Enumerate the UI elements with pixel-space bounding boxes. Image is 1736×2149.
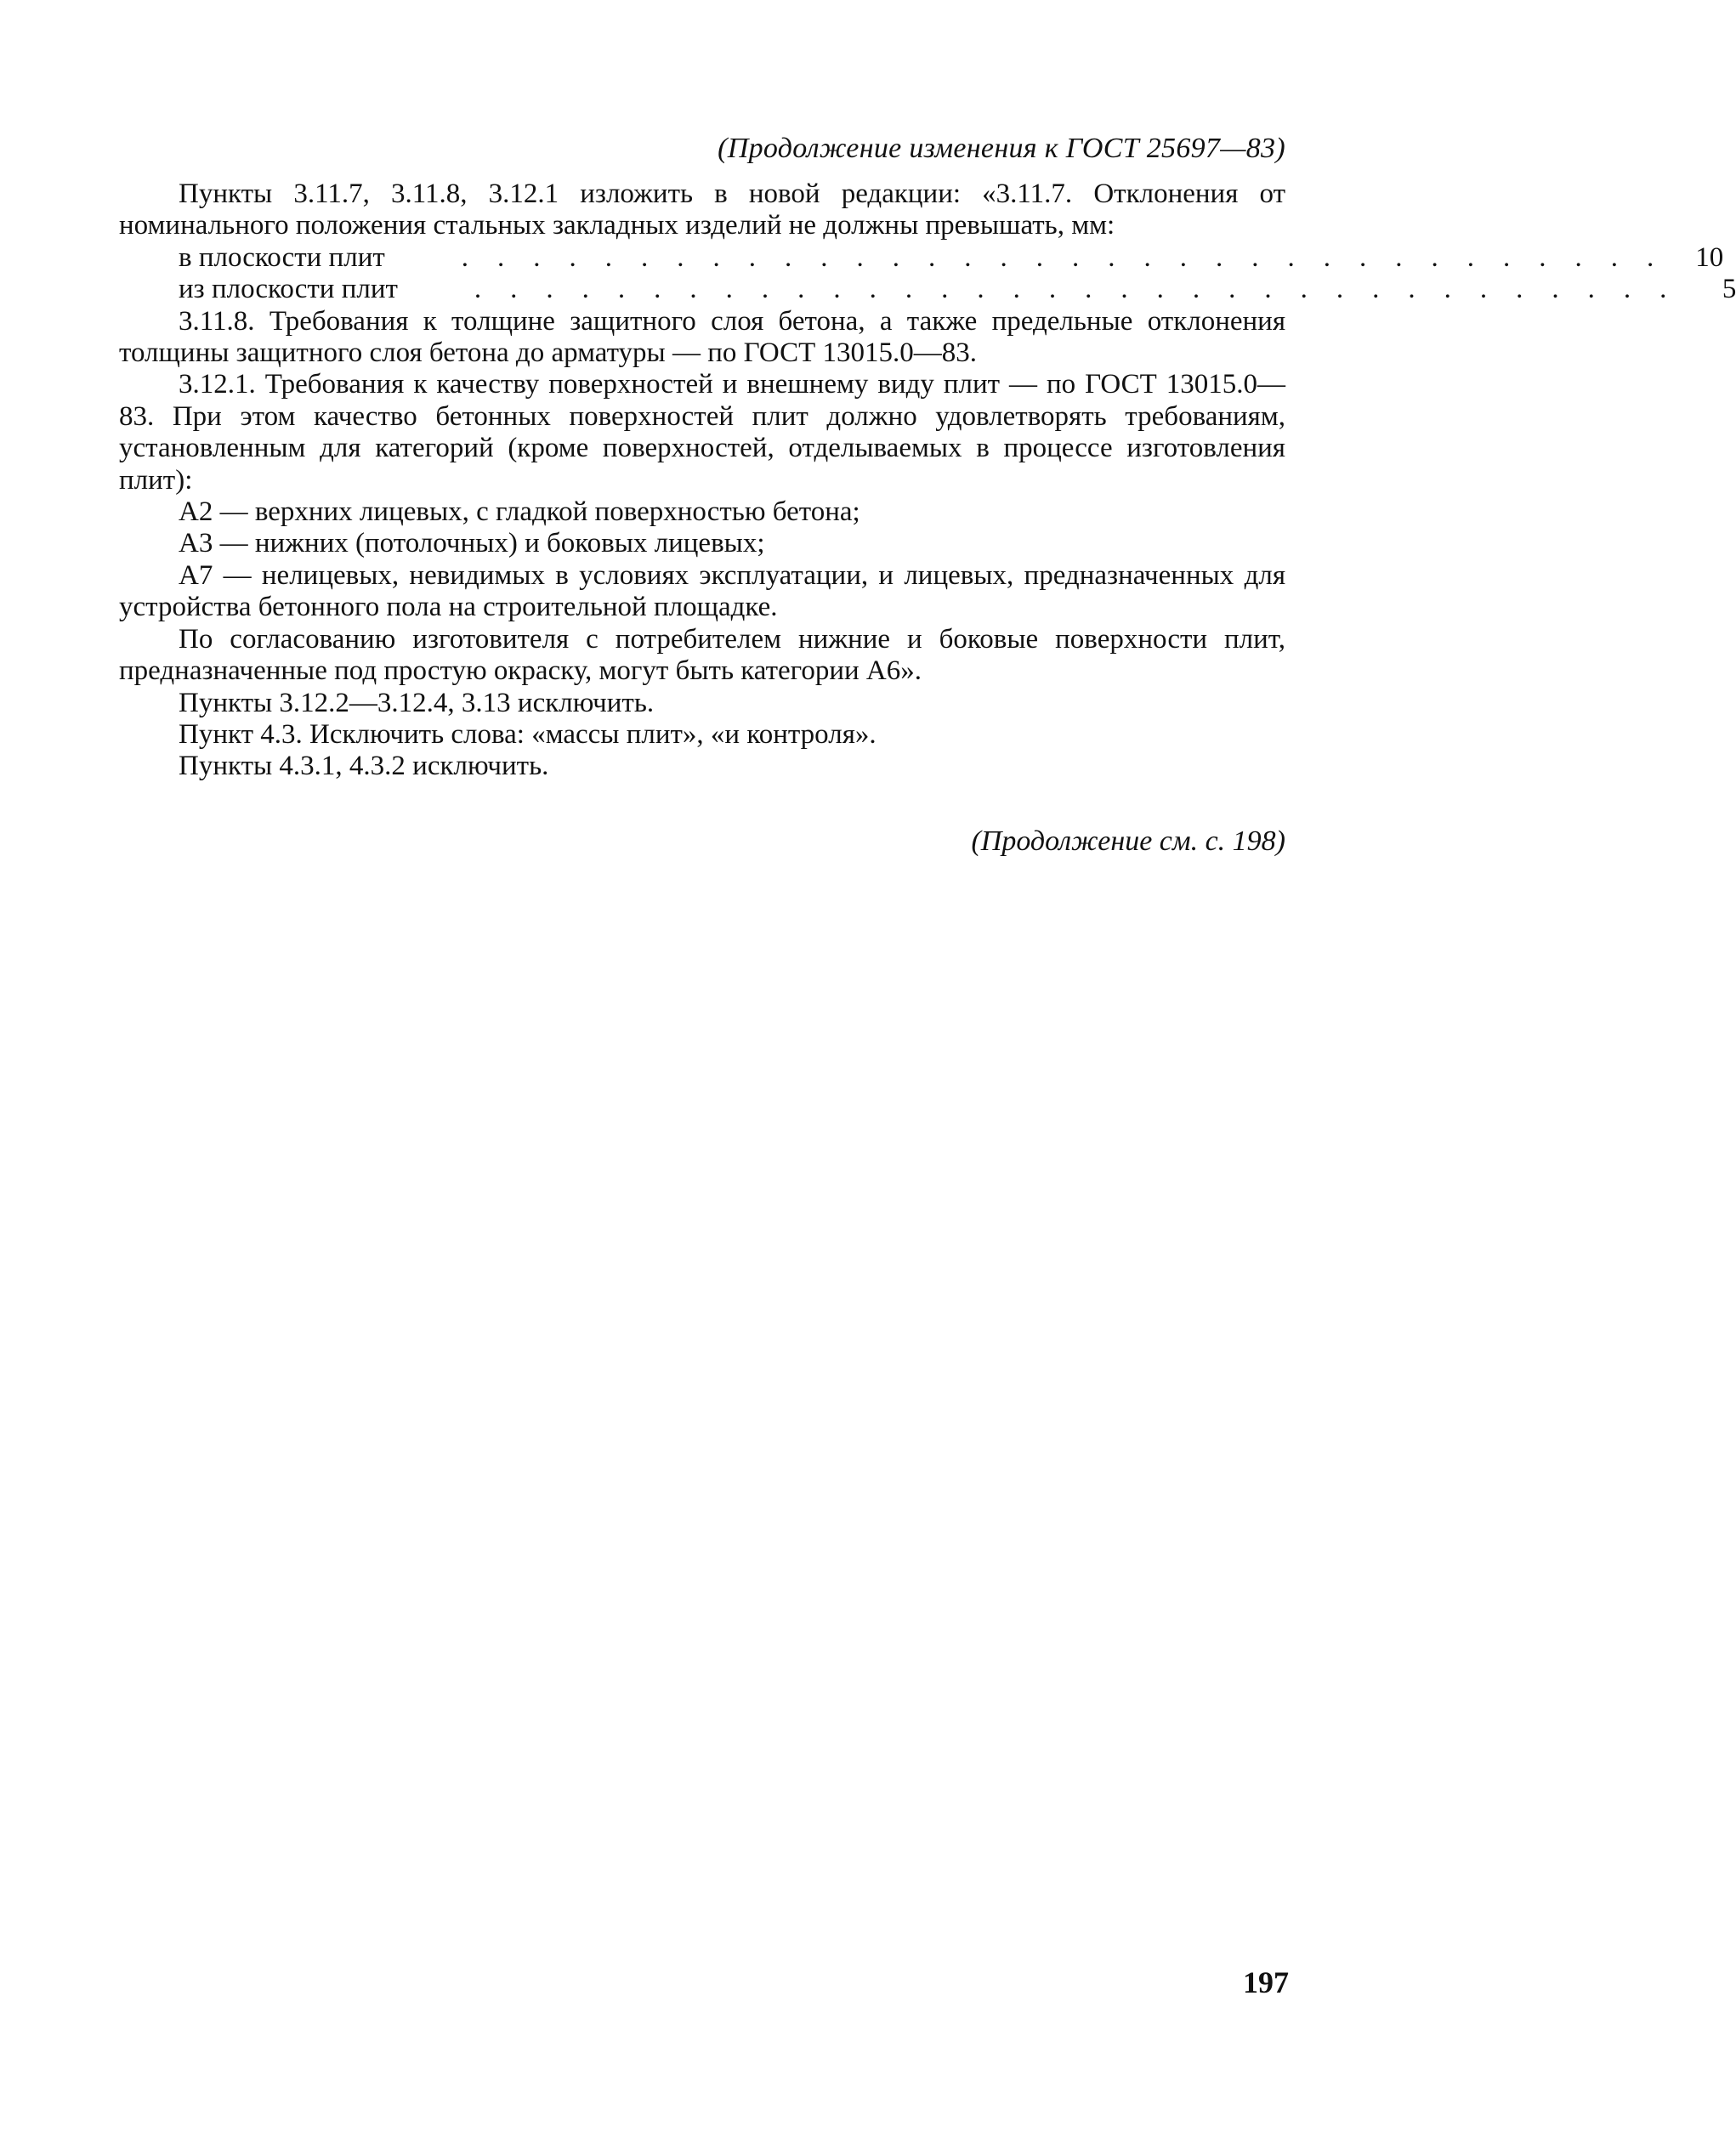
paragraph-3-11-8: 3.11.8. Требования к толщине защитного слоя бетона, а также предельные отклонения толщины защитного слоя бетона до арматуры — по ГОСТ 13015.0—83. — [119, 305, 1285, 369]
category-a7: А7 — нелицевых, невидимых в условиях эксплуатации, и лицевых, предназначенных для устройства бетонного пола на строительной площадке. — [119, 559, 1285, 623]
excluded-points-3-12: Пункты 3.12.2—3.12.4, 3.13 исключить. — [179, 687, 655, 718]
intro-paragraph: Пункты 3.11.7, 3.11.8, 3.12.1 изложить в новой редакции: «3.11.7. Отклонения от номинального положения стальных закладных изделий не должны превышать, мм: — [119, 179, 1285, 241]
deviation-value: 5 — [1722, 274, 1736, 305]
deviation-label: из плоскости плит — [179, 274, 398, 305]
deviation-label: в плоскости плит — [179, 241, 385, 273]
dot-leader: .................................. — [474, 274, 1696, 305]
continuation-header: (Продолжение изменения к ГОСТ 25697—83) — [718, 133, 1285, 164]
document-body — [119, 179, 1736, 783]
paragraph-3-12-1: 3.12.1. Требования к качеству поверхностей и внешнему виду плит — по ГОСТ 13015.0—83. При этом качество бетонных поверхностей плит должно удовлетворять требованиям, установленным для категорий (кроме поверхностей, отделываемых в процессе изготовления плит): — [119, 369, 1285, 496]
agreement-paragraph: По согласованию изготовителя с потребителем нижние и боковые поверхности плит, предназначенные под простую окраску, могут быть категории А6». — [119, 623, 1285, 687]
category-a2: А2 — верхних лицевых, с гладкой поверхностью бетона; — [179, 496, 860, 528]
excluded-points-4-3: Пункты 4.3.1, 4.3.2 исключить. — [179, 751, 549, 782]
continuation-footer: (Продолжение см. с. 198) — [971, 825, 1285, 857]
deviation-row-out-of-plane — [119, 274, 1736, 305]
category-a3: А3 — нижних (потолочных) и боковых лицевых; — [179, 528, 765, 559]
deviation-value: 10 — [1695, 241, 1724, 273]
paragraph-4-3: Пункт 4.3. Исключить слова: «массы плит», «и контроля». — [179, 718, 877, 750]
deviation-row-in-plane — [119, 241, 1724, 274]
page-number: 197 — [1243, 1965, 1289, 1999]
dot-leader: .................................. — [461, 241, 1683, 273]
